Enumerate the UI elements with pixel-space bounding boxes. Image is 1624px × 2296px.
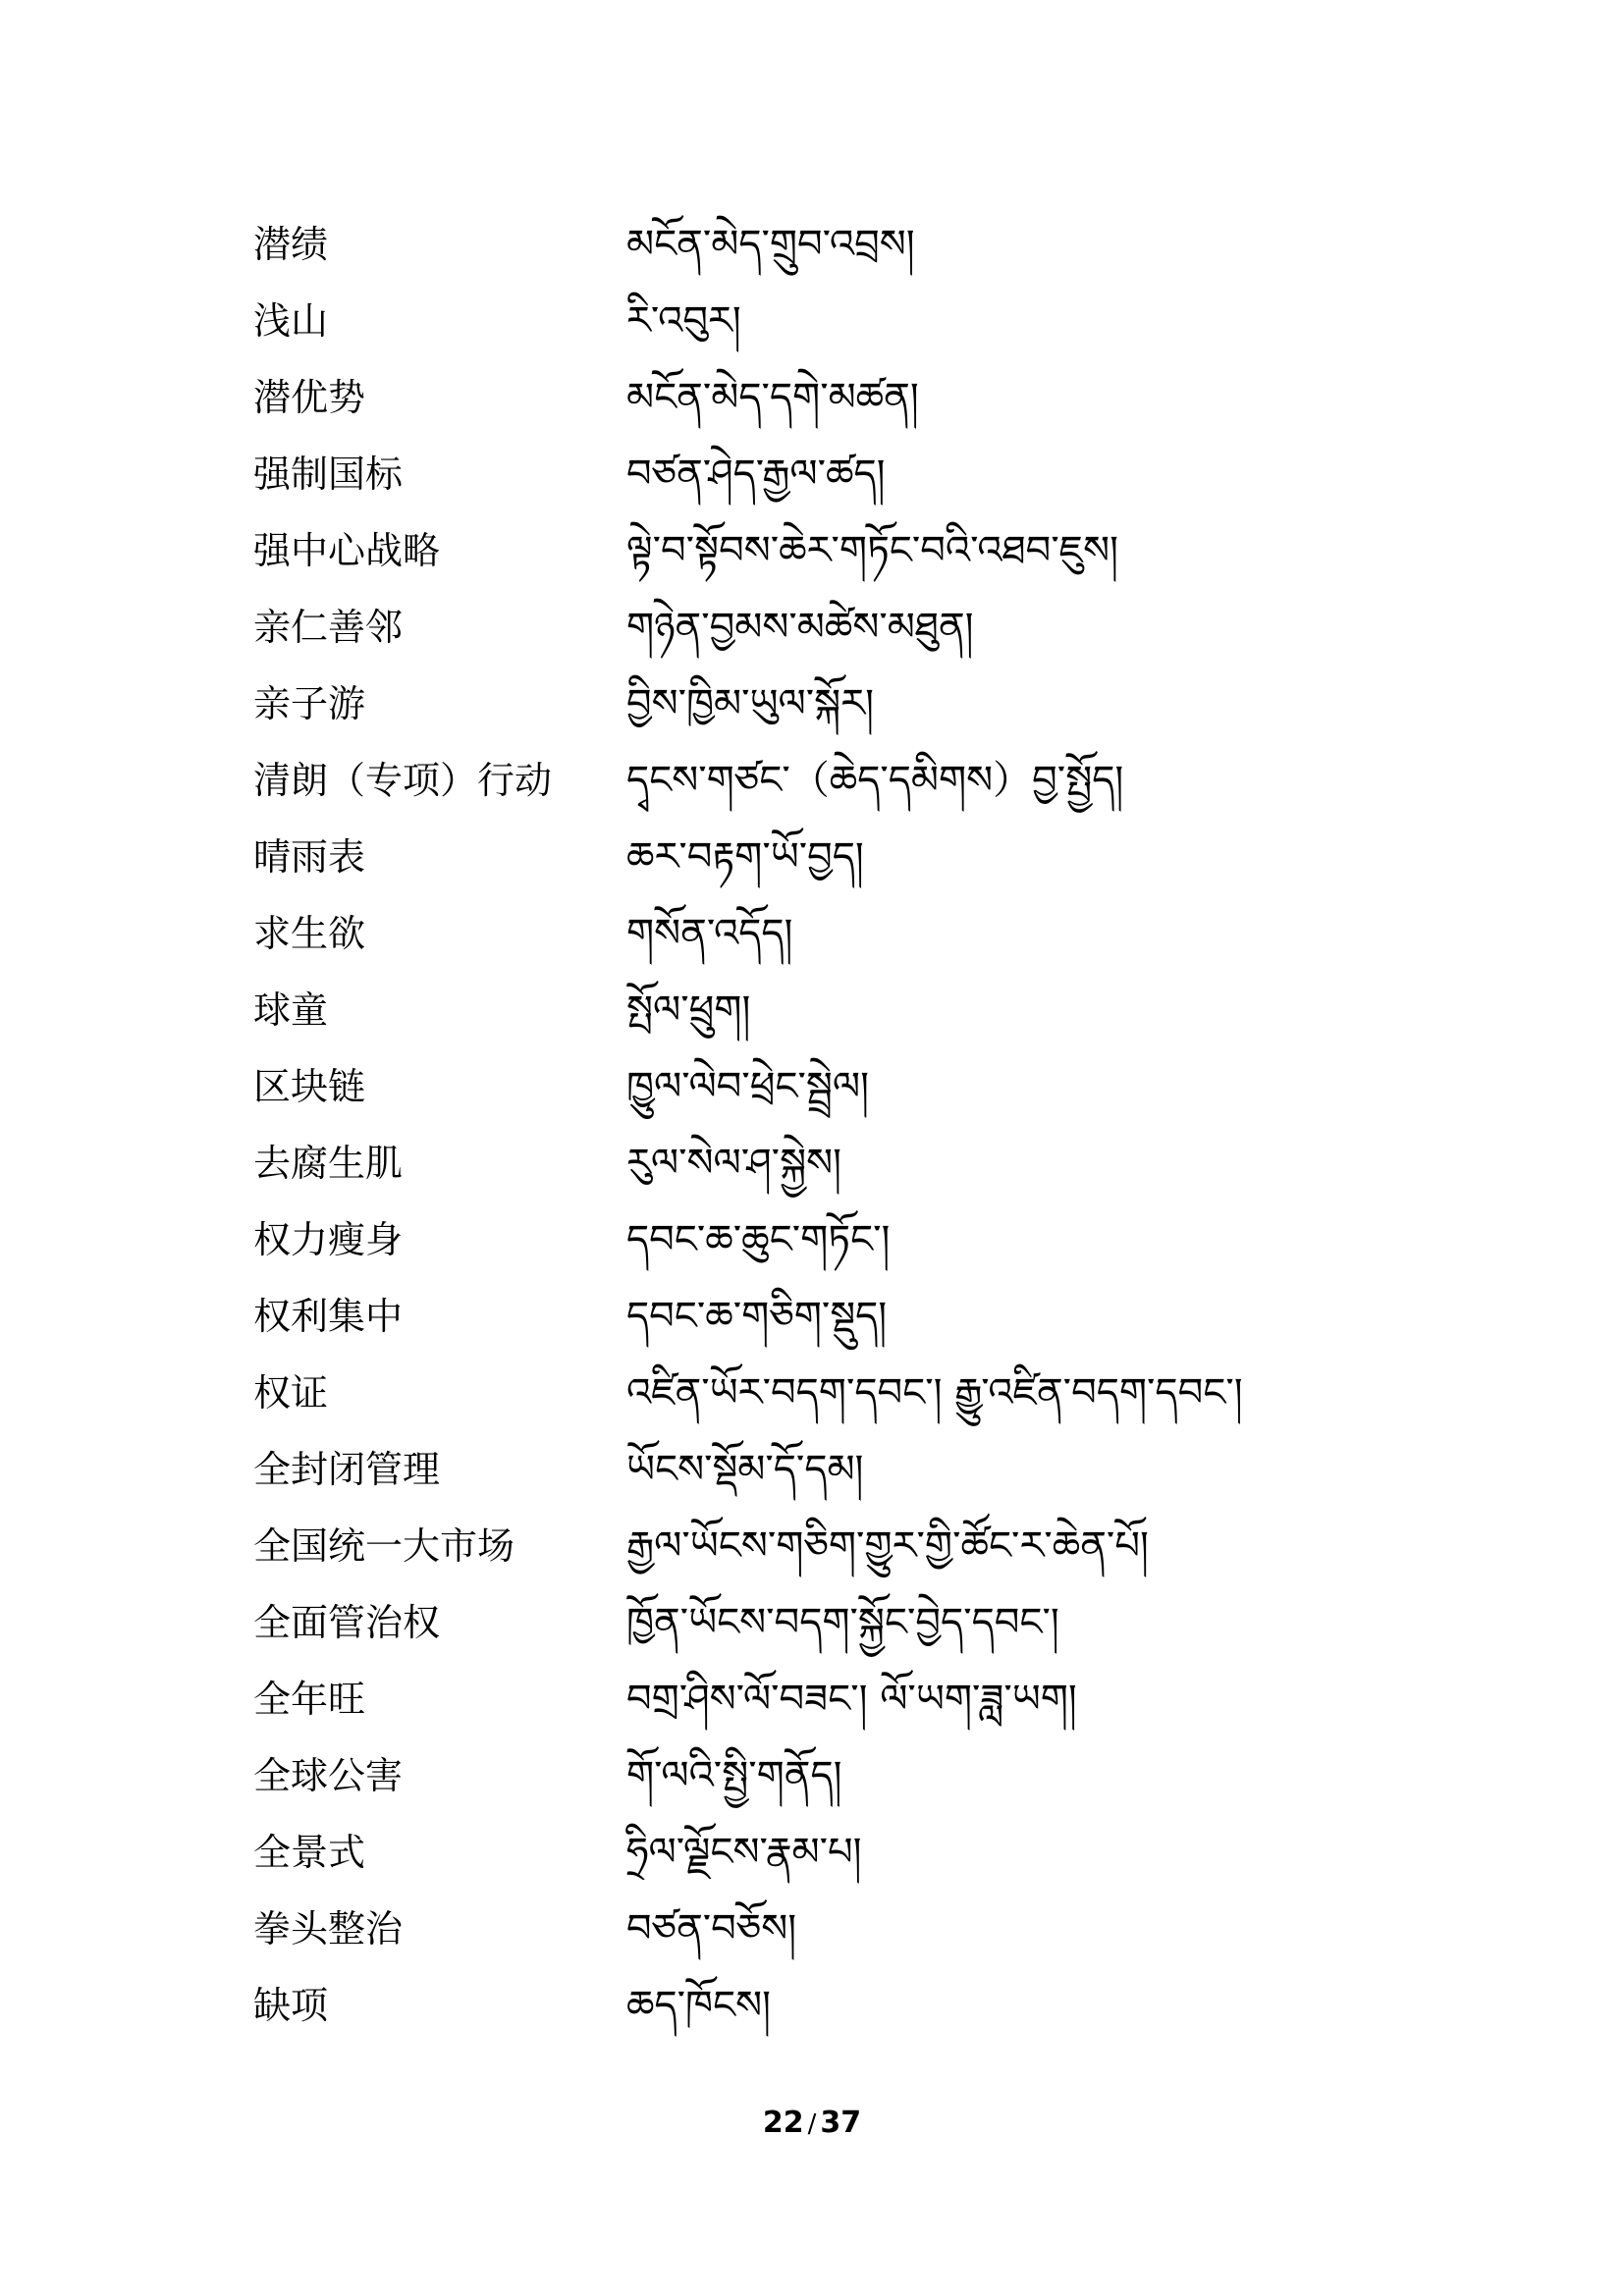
chinese-term: 浅山 [253, 299, 329, 343]
tibetan-term: འཛིན་ཡོར་བདག་དབང་། རྒྱུ་འཛིན་བདག་དབང་། [626, 1370, 1243, 1415]
tibetan-term: མངོན་མེད་གྲུབ་འབྲས། [626, 222, 915, 267]
glossary-entry [253, 1431, 1432, 1508]
page-separator: / [807, 2109, 817, 2139]
tibetan-term: བཙན་ཤེད་རྒྱལ་ཚད། [626, 452, 886, 497]
tibetan-term: མངོན་མེད་དགེ་མཚན། [626, 375, 919, 420]
glossary-list [253, 206, 1432, 2044]
tibetan-term: རུལ་སེལ་ཤ་སྐྱེས། [626, 1141, 841, 1186]
chinese-term: 强制国标 [253, 453, 404, 496]
tibetan-term: ཁྱོན་ཡོངས་བདག་སྐྱོང་བྱེད་དབང་། [626, 1600, 1059, 1645]
chinese-term: 去腐生肌 [253, 1142, 404, 1185]
chinese-term: 球童 [253, 988, 329, 1032]
glossary-entry [253, 742, 1432, 819]
chinese-term: 潜绩 [253, 223, 329, 266]
glossary-entry [253, 666, 1432, 742]
tibetan-term: དྭངས་གཙང་（ཆེད་དམིགས）བྱ་སྤྱོད། [626, 758, 1124, 803]
glossary-entry [253, 436, 1432, 512]
glossary-entry [253, 1048, 1432, 1125]
tibetan-term: བགྲ་ཤིས་ལོ་བཟང་། ལོ་ཡག་ཟླ་ཡག། [626, 1677, 1077, 1722]
glossary-entry [253, 819, 1432, 895]
chinese-term: 清朗（专项）行动 [253, 759, 553, 802]
tibetan-term: ལྟེ་བ་སྟོབས་ཆེར་གཏོང་བའི་འཐབ་ཇུས། [626, 528, 1118, 573]
chinese-term: 全球公害 [253, 1754, 404, 1797]
tibetan-term: སྤོལ་ཕྲུག། [626, 988, 751, 1033]
tibetan-term: དབང་ཆ་གཅིག་སྡུད། [626, 1294, 888, 1339]
glossary-entry [253, 1584, 1432, 1661]
tibetan-term: གསོན་འདོད། [626, 911, 793, 956]
tibetan-term: གཉེན་བྱམས་མཚེས་མཐུན། [626, 605, 974, 650]
glossary-entry [253, 589, 1432, 666]
chinese-term: 区块链 [253, 1065, 366, 1108]
chinese-term: 缺项 [253, 1984, 329, 2027]
chinese-term: 权证 [253, 1371, 329, 1415]
chinese-term: 全国统一大市场 [253, 1524, 515, 1568]
tibetan-term: ཡོངས་སྡོམ་དོ་དམ། [626, 1447, 864, 1492]
tibetan-term: ཆར་བརྟག་ཡོ་བྱད། [626, 834, 864, 880]
glossary-entry [253, 895, 1432, 972]
tibetan-term: ཧྲིལ་ལྗོངས་རྣམ་པ། [626, 1830, 862, 1875]
chinese-term: 求生欲 [253, 912, 366, 955]
glossary-entry [253, 1814, 1432, 1891]
chinese-term: 权利集中 [253, 1295, 404, 1338]
glossary-entry [253, 1891, 1432, 1967]
page-current: 22 [762, 2106, 804, 2140]
glossary-entry [253, 1355, 1432, 1431]
glossary-entry [253, 359, 1432, 436]
chinese-term: 亲子游 [253, 682, 366, 725]
tibetan-term: བཙན་བཅོས། [626, 1906, 797, 1951]
glossary-entry [253, 1737, 1432, 1814]
glossary-entry [253, 1661, 1432, 1737]
glossary-entry [253, 1125, 1432, 1201]
tibetan-term: རྒྱལ་ཡོངས་གཅིག་གྱུར་གྱི་ཚོང་ར་ཆེན་པོ། [626, 1523, 1149, 1569]
chinese-term: 拳头整治 [253, 1907, 404, 1950]
chinese-term: 全年旺 [253, 1678, 366, 1721]
glossary-entry [253, 1278, 1432, 1355]
glossary-entry [253, 206, 1432, 283]
chinese-term: 强中心战略 [253, 529, 441, 572]
tibetan-term: རི་འབུར། [626, 298, 741, 344]
glossary-entry [253, 972, 1432, 1048]
chinese-term: 全景式 [253, 1831, 366, 1874]
glossary-entry [253, 512, 1432, 589]
tibetan-term: དབང་ཆ་ཆུང་གཏོང་། [626, 1217, 891, 1262]
glossary-entry [253, 1508, 1432, 1584]
glossary-entry [253, 1201, 1432, 1278]
glossary-entry [253, 283, 1432, 359]
tibetan-term: བྱིས་ཁྱིམ་ཡུལ་སྐོར། [626, 681, 874, 726]
glossary-entry [253, 1967, 1432, 2044]
chinese-term: 亲仁善邻 [253, 606, 404, 649]
chinese-term: 全封闭管理 [253, 1448, 441, 1491]
chinese-term: 权力瘦身 [253, 1218, 404, 1261]
tibetan-term: ཆད་ཁོངས། [626, 1983, 771, 2028]
chinese-term: 全面管治权 [253, 1601, 441, 1644]
chinese-term: 晴雨表 [253, 835, 366, 879]
tibetan-term: གོ་ལའི་སྤྱི་གནོད། [626, 1753, 842, 1798]
chinese-term: 潜优势 [253, 376, 366, 419]
page-number [0, 2106, 1624, 2140]
tibetan-term: ཁྱུལ་ལེབ་ཕྲེང་སྦྲེལ། [626, 1064, 869, 1109]
page-total: 37 [820, 2106, 862, 2140]
